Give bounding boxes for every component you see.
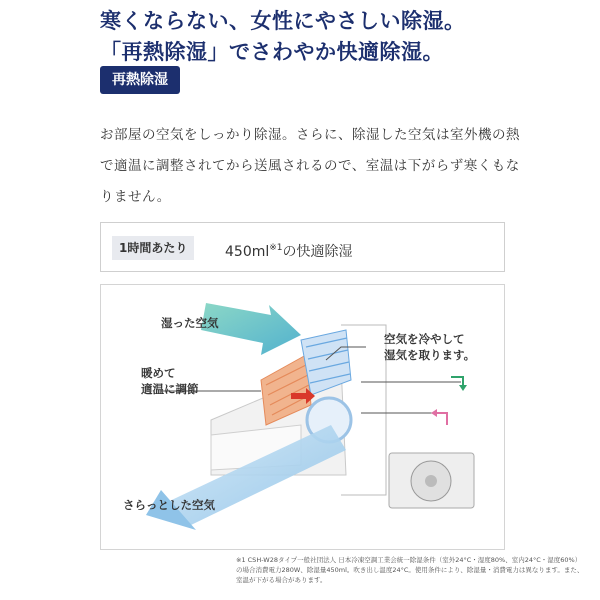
warm-label-2: 適温に調節	[141, 382, 199, 396]
dehumidify-diagram	[100, 284, 505, 550]
dehumidify-label: 湿気を取ります。	[384, 348, 476, 362]
footnote: ※1 CSH-W28タイプ一般社団法人 日本冷凍空調工業会統一除湿条件（室外24°C・湿度80%、室内24°C・湿度60%）の場合消費電力280W、除湿量450ml。吹き出し温度24°C。使用条件により、除湿量・消費電力は異なります。また、室温が下がる場合があります。	[236, 556, 584, 584]
headline-line-1: 寒くならない、女性にやさしい除湿。	[100, 9, 466, 33]
spec-suffix: の快適除湿	[282, 244, 353, 260]
cool-label: 空気を冷やして	[384, 332, 465, 346]
headline-line-2: 「再熱除湿」でさわやか快適除湿。	[100, 40, 444, 64]
fresh-air-label: さらっとした空気	[123, 498, 215, 512]
spec-amount: 450ml	[225, 244, 270, 260]
reheat-dehumidify-badge: 再熱除湿	[100, 66, 180, 94]
spec-value	[225, 236, 353, 264]
spec-label: 1時間あたり	[112, 236, 194, 260]
spec-note-mark: ※1	[269, 243, 283, 253]
warm-label-1: 暖めて	[141, 366, 176, 380]
headline	[100, 6, 580, 68]
humid-air-label: 湿った空気	[161, 316, 219, 330]
description-text: お部屋の空気をしっかり除湿。さらに、除湿した空気は室外機の熱で適温に調整されてから送風されるので、室温は下がらず寒くもなりません。	[100, 127, 520, 205]
spec-box	[100, 222, 505, 272]
